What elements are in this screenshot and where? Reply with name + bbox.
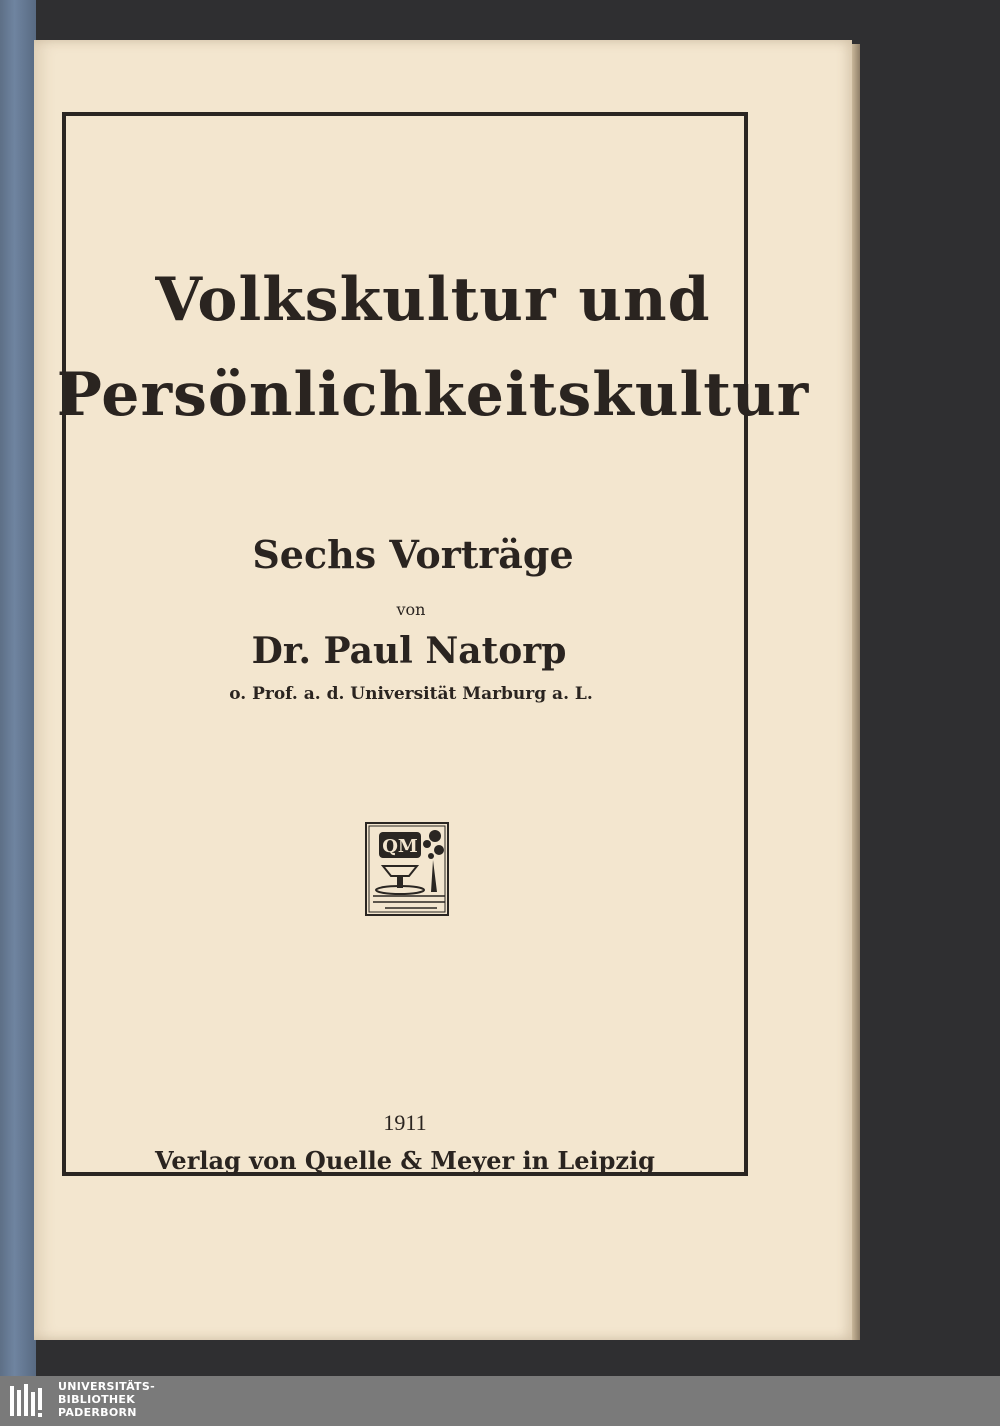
fountain-monogram-icon	[365, 822, 449, 916]
library-logo-icon	[8, 1380, 50, 1422]
library-name-line-1: UNIVERSITÄTS-	[58, 1380, 155, 1393]
author-affiliation: o. Prof. a. d. Universität Marburg a. L.	[229, 684, 593, 704]
subtitle: Sechs Vorträge	[252, 532, 574, 577]
library-name	[58, 1380, 155, 1419]
page-stack-edge	[852, 44, 860, 1340]
publisher-line: Verlag von Quelle & Meyer in Leipzig	[155, 1146, 655, 1175]
library-name-line-2: BIBLIOTHEK	[58, 1393, 136, 1406]
by-label: von	[396, 600, 426, 619]
library-name-line-3: PADERBORN	[58, 1406, 137, 1419]
library-footer-bar	[0, 1376, 1000, 1426]
title-page	[34, 40, 852, 1340]
title-line-1: Volkskultur und	[155, 265, 711, 335]
publication-year: 1911	[383, 1110, 427, 1135]
publisher-monogram: QM	[382, 836, 418, 857]
author-name: Dr. Paul Natorp	[251, 630, 567, 672]
title-line-2: Persönlichkeitskultur	[56, 360, 810, 430]
